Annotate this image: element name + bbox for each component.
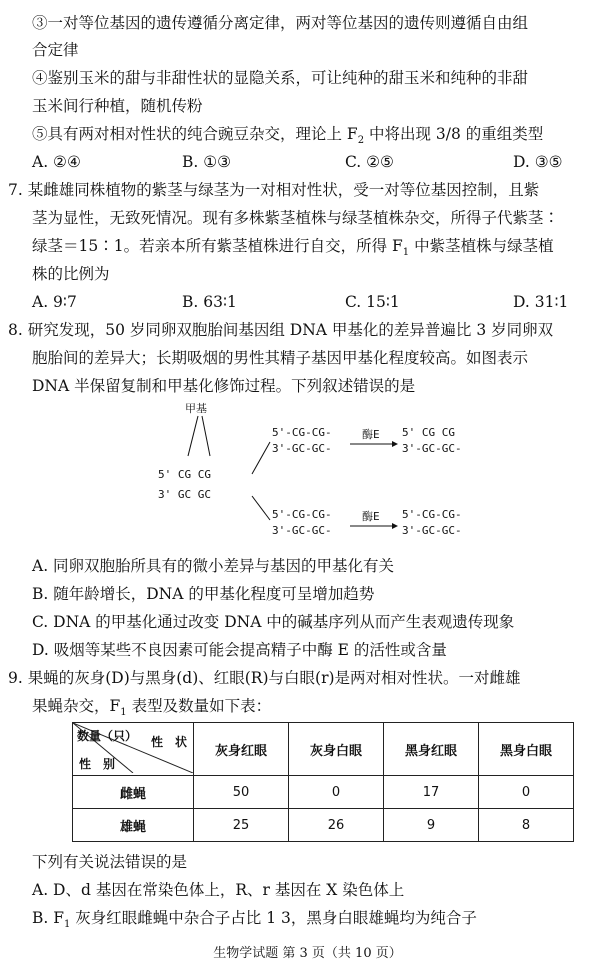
q9-line2: 果蝇杂交，$F_1$ 表型及数量如下表： bbox=[32, 697, 272, 719]
table-cell: 0 bbox=[289, 776, 384, 809]
split-arrow-top bbox=[252, 442, 270, 474]
q8-line3: DNA 半保留复制和甲基化修饰过程。下列叙述错误的是 bbox=[32, 377, 416, 395]
top-right-strand-1: 5' CG CG bbox=[402, 426, 455, 439]
arrow-bottom-head bbox=[392, 523, 398, 529]
q6-option-c[interactable]: C. ②⑤ bbox=[345, 153, 394, 171]
q7-option-c[interactable]: C. 15∶1 bbox=[345, 293, 400, 311]
q6-option-d[interactable]: D. ③⑤ bbox=[513, 153, 563, 171]
methyl-pointer-2 bbox=[202, 416, 210, 456]
q7-line4: 株的比例为 bbox=[32, 265, 110, 283]
page-footer: 生物学试题 第 3 页（共 10 页） bbox=[213, 946, 402, 961]
arrow-top-head bbox=[392, 441, 398, 447]
q7-options bbox=[32, 292, 602, 312]
q8-option-d[interactable]: D. 吸烟等某些不良因素可能会提高精子中酶 E 的活性或含量 bbox=[32, 641, 447, 659]
top-right-strand-2: 3'-GC-GC- bbox=[402, 442, 462, 455]
table-cell: 17 bbox=[384, 776, 479, 809]
col-header-3: 黑身红眼 bbox=[384, 723, 479, 776]
q7-line2: 茎为显性，无致死情况。现有多株紫茎植株与绿茎植株杂交，所得子代紫茎∶ bbox=[32, 209, 560, 227]
q6-option-b[interactable]: B. ①③ bbox=[182, 153, 232, 171]
q8-option-b[interactable]: B. 随年龄增长，DNA 的甲基化程度可呈增加趋势 bbox=[32, 585, 375, 603]
table-row-female bbox=[73, 776, 574, 809]
q6-item4-line1: ④鉴别玉米的甜与非甜性状的显隐关系，可让纯种的甜玉米和纯种的非甜 bbox=[32, 69, 529, 87]
split-arrow-bottom bbox=[252, 496, 270, 520]
q6-options bbox=[32, 152, 602, 172]
bot-right-strand-2: 3'-GC-GC- bbox=[402, 524, 462, 537]
q7-line3: 绿茎＝15∶1。若亲本所有紫茎植株进行自交，所得 $F_1$ 中紫茎植株与绿茎植 bbox=[32, 237, 554, 259]
methyl-label: 甲基 bbox=[185, 402, 207, 415]
q7-option-b[interactable]: B. 63∶1 bbox=[182, 293, 237, 311]
q7-option-a[interactable]: A. 9∶7 bbox=[32, 293, 77, 311]
table-row-male bbox=[73, 809, 574, 842]
row-label: 雌蝇 bbox=[73, 776, 194, 809]
q8-line2: 胞胎间的差异大；长期吸烟的男性其精子基因甲基化程度较高。如图表示 bbox=[32, 349, 529, 367]
bot-mid-strand-1: 5'-CG-CG- bbox=[272, 508, 332, 521]
phenotype-table bbox=[72, 722, 574, 842]
q9-stem: 下列有关说法错误的是 bbox=[32, 853, 188, 871]
top-mid-strand-1: 5'-CG-CG- bbox=[272, 426, 332, 439]
table-cell: 26 bbox=[289, 809, 384, 842]
q9-line1: 9. 果蝇的灰身(D)与黑身(d)、红眼(R)与白眼(r)是两对相对性状。一对雌雄 bbox=[8, 669, 521, 687]
dna-methylation-diagram bbox=[140, 398, 500, 550]
left-strand-top: 5' CG CG bbox=[158, 468, 211, 481]
bot-right-strand-1: 5'-CG-CG- bbox=[402, 508, 462, 521]
col-header-1: 灰身红眼 bbox=[194, 723, 289, 776]
table-cell: 0 bbox=[479, 776, 574, 809]
top-mid-strand-2: 3'-GC-GC- bbox=[272, 442, 332, 455]
q6-option-a[interactable]: A. ②④ bbox=[32, 153, 81, 171]
q8-line1: 8. 研究发现，50 岁同卵双胞胎间基因组 DNA 甲基化的差异普遍比 3 岁同卵双 bbox=[8, 321, 554, 339]
methyl-pointer-1 bbox=[188, 416, 198, 456]
row-label: 雄蝇 bbox=[73, 809, 194, 842]
table-cell: 8 bbox=[479, 809, 574, 842]
table-cell: 25 bbox=[194, 809, 289, 842]
col-header-2: 灰身白眼 bbox=[289, 723, 384, 776]
q6-item5: ⑤具有两对相对性状的纯合豌豆杂交，理论上 $F_2$ 中将出现 3/8 的重组类型 bbox=[32, 125, 544, 147]
corner-trait-label: 性 状 bbox=[150, 735, 187, 749]
q8-option-c[interactable]: C. DNA 的甲基化通过改变 DNA 中的碱基序列从而产生表观遗传现象 bbox=[32, 613, 515, 631]
table-corner-cell bbox=[73, 723, 194, 776]
corner-sex-label: 性 别 bbox=[79, 757, 116, 771]
q7-option-d[interactable]: D. 31∶1 bbox=[513, 293, 569, 311]
col-header-4: 黑身白眼 bbox=[479, 723, 574, 776]
enzyme-bottom: 酶E bbox=[362, 510, 380, 523]
q9-option-a[interactable]: A. D、d 基因在常染色体上，R、r 基因在 X 染色体上 bbox=[32, 881, 405, 899]
q6-item3-line1: ③一对等位基因的遗传遵循分离定律，两对等位基因的遗传则遵循自由组 bbox=[32, 14, 529, 32]
corner-qty-label: 数量（只） bbox=[77, 729, 138, 743]
q8-option-a[interactable]: A. 同卵双胞胎所具有的微小差异与基因的甲基化有关 bbox=[32, 557, 395, 575]
q7-line1: 7. 某雌雄同株植物的紫茎与绿茎为一对相对性状，受一对等位基因控制，且紫 bbox=[8, 181, 540, 199]
table-cell: 50 bbox=[194, 776, 289, 809]
q9-option-b[interactable]: B. $F_1$ 灰身红眼雌蝇中杂合子占比 1 3，黑身白眼雄蝇均为纯合子 bbox=[32, 909, 477, 931]
table-cell: 9 bbox=[384, 809, 479, 842]
q6-item3-line2: 合定律 bbox=[32, 41, 79, 59]
q6-item4-line2: 玉米间行种植，随机传粉 bbox=[32, 97, 203, 115]
left-strand-bottom: 3' GC GC bbox=[158, 488, 211, 501]
enzyme-top: 酶E bbox=[362, 428, 380, 441]
bot-mid-strand-2: 3'-GC-GC- bbox=[272, 524, 332, 537]
